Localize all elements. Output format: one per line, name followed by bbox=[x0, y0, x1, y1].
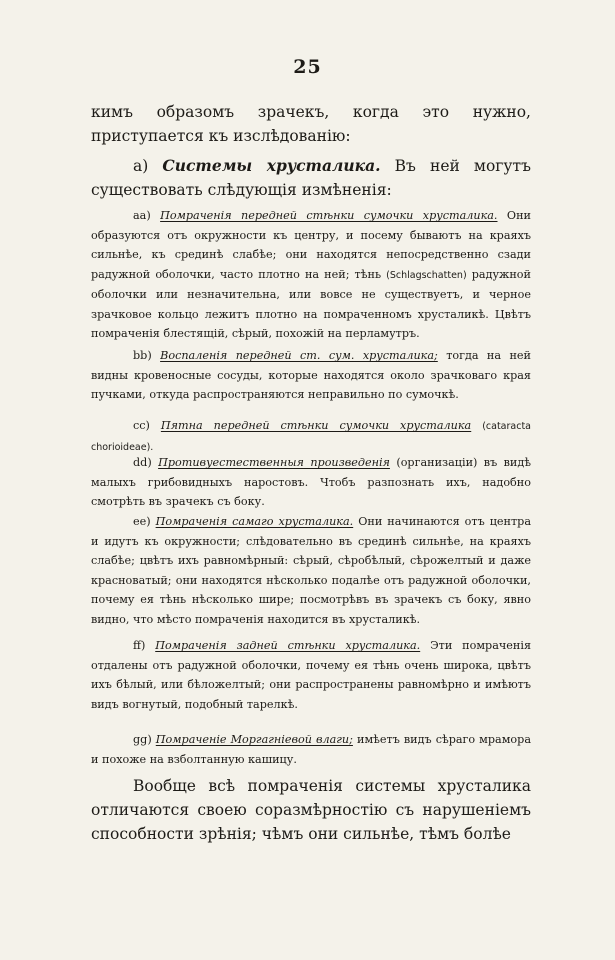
item-ee bbox=[91, 512, 531, 629]
item-aa-text: Они образуются отъ окружности къ центру, и посему бываютъ на краяхъ сильнѣе, къ срединѣ слабѣе; они находятся непосредственно сзади радужной оболочки, часто плотно на ней; тѣнь bbox=[91, 209, 531, 281]
section-a-text: Въ ней могутъ существовать слѣдующія измѣненія: bbox=[91, 157, 531, 199]
item-ee-text: Они начинаются отъ центра и идутъ къ окружности; слѣдовательно въ срединѣ сильнѣе, на краяхъ слабѣе; цвѣтъ ихъ равномѣрный: сѣрый, сѣробѣлый, сѣрожелтый и даже красноватый; они находятся нѣсколько подалѣе отъ радужной оболочки, почему ея тѣнь нѣсколько шире; посмотрѣвъ въ зрачекъ съ боку, явно видно, что мѣсто помраченія находится въ хрусталикѣ. bbox=[91, 515, 532, 626]
item-aa bbox=[91, 206, 531, 344]
item-ff bbox=[91, 636, 531, 714]
section-a-heading: Системы хрусталика. bbox=[162, 156, 381, 175]
item-cc-latin: (cataracta chorioideae). bbox=[91, 421, 531, 453]
intro-paragraph bbox=[91, 100, 531, 148]
item-cc-label: cc) bbox=[133, 419, 150, 432]
item-bb bbox=[91, 346, 531, 405]
item-ee-heading: Помраченія самаго хрусталика. bbox=[155, 515, 354, 528]
item-aa-text-cont: радужной оболочки или незначительна, или вовсе не существуетъ, и черное зрачковое кольцо лежитъ плотно на помраченномъ хрусталикѣ. Цвѣтъ помраченія блестящій, сѣрый, похожій на перламутръ. bbox=[91, 267, 531, 340]
item-ee-label: ee) bbox=[133, 515, 151, 528]
closing-paragraph bbox=[91, 774, 531, 846]
item-aa-latin: (Schlagschatten) bbox=[386, 269, 467, 281]
item-dd bbox=[91, 453, 531, 512]
item-dd-text: (организаціи) въ видѣ малыхъ грибовидныхъ наростовъ. Чтобъ разпознать ихъ, надобно смотрѣть въ зрачекъ съ боку. bbox=[91, 456, 531, 508]
item-ff-text: Эти помраченія отдалены отъ радужной оболочки, почему ея тѣнь очень широка, цвѣтъ ихъ бѣлый, или бѣложелтый; они распространены равномѣрно и имѣютъ видъ вогнутый, подобный тарелкѣ. bbox=[91, 639, 531, 711]
item-cc bbox=[91, 416, 531, 457]
item-gg-heading: Помраченіе Моргагнiевой влаги; bbox=[155, 733, 353, 746]
intro-text: кимъ образомъ зрачекъ, когда это нужно, приступается къ изслѣдованію: bbox=[91, 103, 531, 145]
item-ff-heading: Помраченія задней стѣнки хрусталика. bbox=[155, 639, 421, 652]
item-gg bbox=[91, 730, 531, 769]
item-aa-heading: Помраченія передней стѣнки сумочки хрусталика. bbox=[160, 209, 498, 222]
item-gg-text: имѣетъ видъ сѣраго мрамора и похоже на взболтанную кашицу. bbox=[91, 733, 531, 766]
item-dd-label: dd) bbox=[133, 456, 152, 469]
section-a-label: а) bbox=[133, 157, 149, 175]
section-a bbox=[91, 154, 531, 202]
item-cc-heading: Пятна передней стѣнки сумочки хрусталика bbox=[160, 419, 472, 432]
closing-text: Вообще всѣ помраченія системы хрусталика отличаются своею соразмѣрностію съ нарушеніемъ способности зрѣнія; чѣмъ они сильнѣе, тѣмъ болѣе bbox=[91, 777, 531, 843]
item-dd-heading: Противуестественныя произведенія bbox=[158, 456, 390, 469]
item-ff-label: ff) bbox=[133, 639, 146, 652]
page-number: 25 bbox=[293, 56, 322, 78]
item-bb-label: bb) bbox=[133, 349, 152, 362]
item-bb-text: тогда на ней видны кровеносные сосуды, которые находятся около зрачковаго края пучками, откуда распространяются неправильно по сумочкѣ. bbox=[91, 349, 531, 401]
item-gg-label: gg) bbox=[133, 733, 152, 746]
item-aa-label: аа) bbox=[133, 209, 151, 222]
item-bb-heading: Воспаленія передней ст. сум. хрусталика; bbox=[160, 349, 438, 362]
